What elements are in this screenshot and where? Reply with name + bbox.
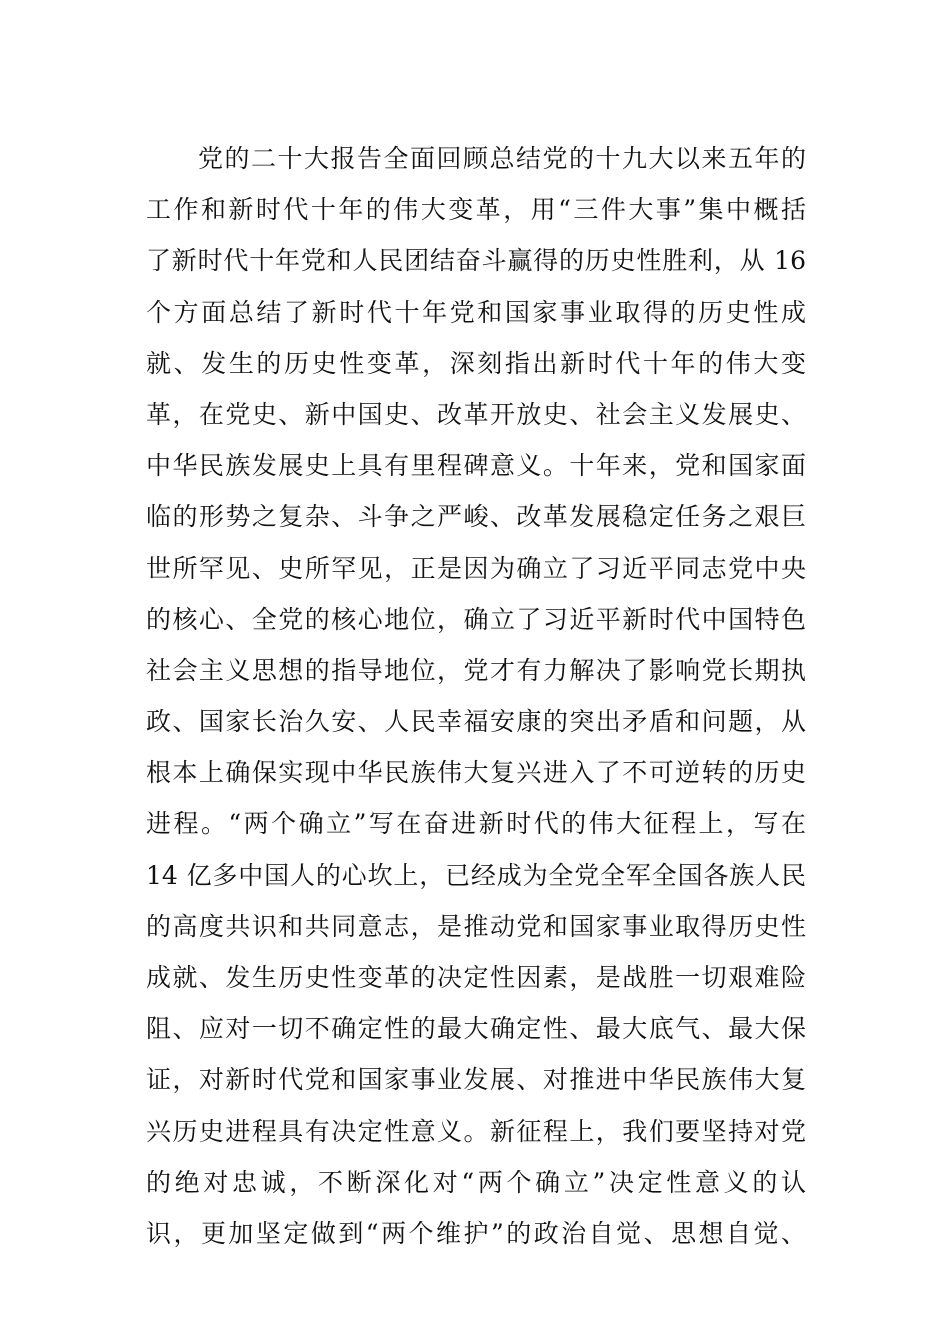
text-line: 识，更加坚定做到“两个维护”的政治自觉、思想自觉、 [146,1218,806,1248]
text-line: 的高度共识和共同意志，是推动党和国家事业取得历史性 [146,911,806,941]
text-line: 阻、应对一切不确定性的最大确定性、最大底气、最大保 [146,1014,806,1044]
text-line: 党的二十大报告全面回顾总结党的十九大以来五年的 [198,144,806,173]
text-line: 兴历史进程具有决定性意义。新征程上，我们要坚持对党 [146,1116,806,1146]
text-line: 根本上确保实现中华民族伟大复兴进入了不可逆转的历史 [146,758,806,788]
text-line: 个方面总结了新时代十年党和国家事业取得的历史性成 [146,297,806,327]
text-line: 成就、发生历史性变革的决定性因素，是战胜一切艰难险 [146,963,806,992]
text-line: 进程。“两个确立”写在奋进新时代的伟大征程上，写在 [146,809,806,839]
text-line: 工作和新时代十年的伟大变革，用“三件大事”集中概括 [146,195,806,225]
text-line: 中华民族发展史上具有里程碑意义。十年来，党和国家面 [146,451,806,481]
text-line: 证，对新时代党和国家事业发展、对推进中华民族伟大复 [146,1065,806,1095]
text-line: 临的形势之复杂、斗争之严峻、改革发展稳定任务之艰巨 [146,502,806,532]
text-line: 政、国家长治久安、人民幸福安康的突出矛盾和问题，从 [146,707,806,737]
text-line: 世所罕见、史所罕见，正是因为确立了习近平同志党中央 [146,553,806,583]
text-line: 就、发生的历史性变革，深刻指出新时代十年的伟大变 [146,348,806,378]
text-line: 革，在党史、新中国史、改革开放史、社会主义发展史、 [146,399,806,429]
text-line: 了新时代十年党和人民团结奋斗赢得的历史性胜利，从 16 [146,246,806,276]
body-paragraph [146,133,806,1259]
text-line: 社会主义思想的指导地位，党才有力解决了影响党长期执 [146,655,806,685]
text-line: 14 亿多中国人的心坎上，已经成为全党全军全国各族人民 [146,860,806,890]
text-line: 的绝对忠诚，不断深化对“两个确立”决定性意义的认 [146,1167,806,1197]
text-line: 的核心、全党的核心地位，确立了习近平新时代中国特色 [146,604,806,634]
